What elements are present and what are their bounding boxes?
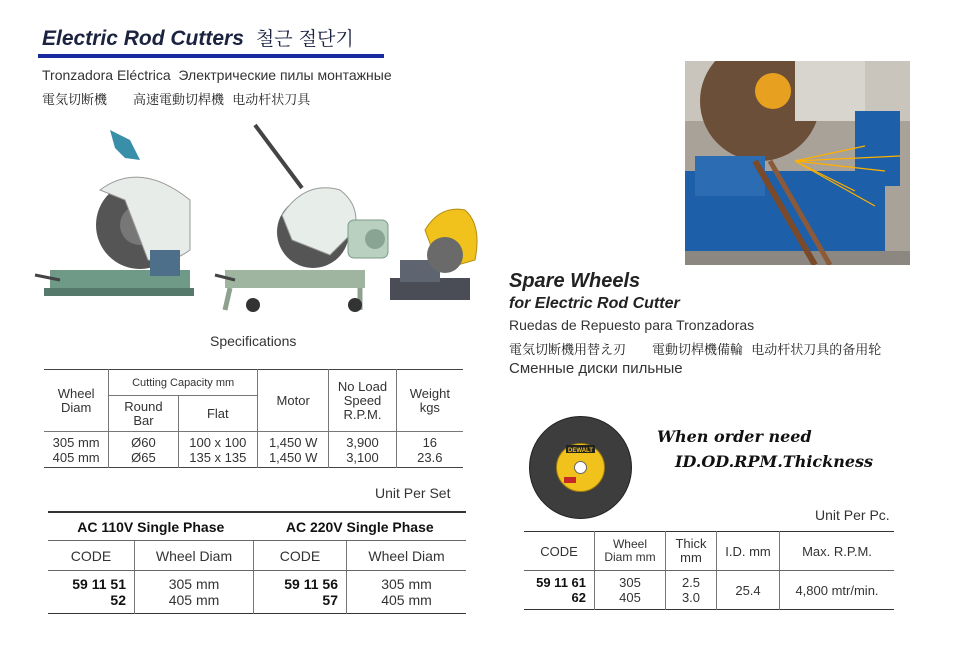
header-id: I.D. mm [717,532,780,571]
diam-110: 305 mm 405 mm [135,571,254,614]
cell-weight: 16 23.6 [417,434,443,465]
cutter-machine-2-icon [215,125,388,312]
header-motor: Motor [258,370,329,432]
cutter-machine-3-icon [390,209,477,300]
unit-per-set-label: Unit Per Set [375,485,451,501]
order-code-table [48,511,466,614]
code-header-110: CODE [48,541,135,571]
subtitle-line-1: Tronzadora Eléctrica Электрические пилы монтажные [42,67,392,83]
code-110: 59 11 51 52 [48,571,135,614]
header-code: CODE [524,532,595,571]
page-title [42,24,354,51]
cutter-machine-1-icon [35,130,194,296]
cell-code: 59 11 61 62 [524,571,595,610]
title-english: Electric Rod Cutters [42,27,244,50]
diam-220: 305 mm 405 mm [381,576,432,608]
header-cutting-capacity: Cutting Capacity mm [109,370,258,396]
code-header-220: CODE [254,541,347,571]
phase-110v-header: AC 110V Single Phase [48,512,254,541]
wheel-diam-header-220: Wheel Diam [347,541,467,571]
header-max-rpm: Max. R.P.M. [780,532,895,571]
cutter-in-use-photo [685,61,910,265]
wheel-diam-header-110: Wheel Diam [135,541,254,571]
cell-id: 25.4 [717,571,780,610]
title-korean: 철근 절단기 [255,28,354,50]
phase-220v-header: AC 220V Single Phase [254,512,467,541]
header-flat: Flat [178,396,257,432]
subtitle-line-2: 電気切断機 高速電動切桿機 电动杆状刀具 [42,93,311,108]
unit-per-pc-label: Unit Per Pc. [815,507,890,523]
specifications-label: Specifications [210,333,297,349]
disc-brand-label: DEWALT [568,448,593,454]
order-note-line-2: ID.OD.RPM.Thickness [675,452,874,471]
cell-round-bar: Ø60 Ø65 [109,432,178,468]
cell-max-rpm: 4,800 mtr/min. [795,582,879,598]
header-wheel-diam: Wheel Diam [44,370,109,432]
spare-wheels-title: Spare Wheels [509,270,641,292]
cutter-machines-illustration [30,120,480,325]
header-weight: Weight kgs [396,370,463,432]
spare-wheels-subtitle: for Electric Rod Cutter [509,295,680,312]
header-round-bar: Round Bar [109,396,178,432]
spare-wheel-table [524,531,894,610]
cell-wheel-diam: 305 mm 405 mm [44,432,109,468]
spare-wheels-asian: 電気切断機用替え刃 電動切桿機備輪 电动杆状刀具的备用轮 [509,343,882,358]
cutting-disc-image [528,415,633,520]
header-thick: Thick mm [666,532,717,571]
cell-wheel-diam: 305 405 [595,571,666,610]
header-wheel-diam: Wheel Diam mm [595,532,666,571]
spare-wheels-russian: Сменные диски пильные [509,360,683,377]
cell-flat: 100 x 100 135 x 135 [178,432,257,468]
spare-wheels-spanish: Ruedas de Repuesto para Tronzadoras [509,317,755,333]
cell-thick: 2.5 3.0 [666,571,717,610]
header-rpm: No Load Speed R.P.M. [329,370,396,432]
title-underline [38,54,384,58]
cell-rpm: 3,900 3,100 [329,432,396,468]
order-note-line-1: When order need [657,427,812,446]
specifications-table [44,369,463,468]
cell-motor: 1,450 W 1,450 W [258,432,329,468]
code-220: 59 11 56 57 [254,571,347,614]
